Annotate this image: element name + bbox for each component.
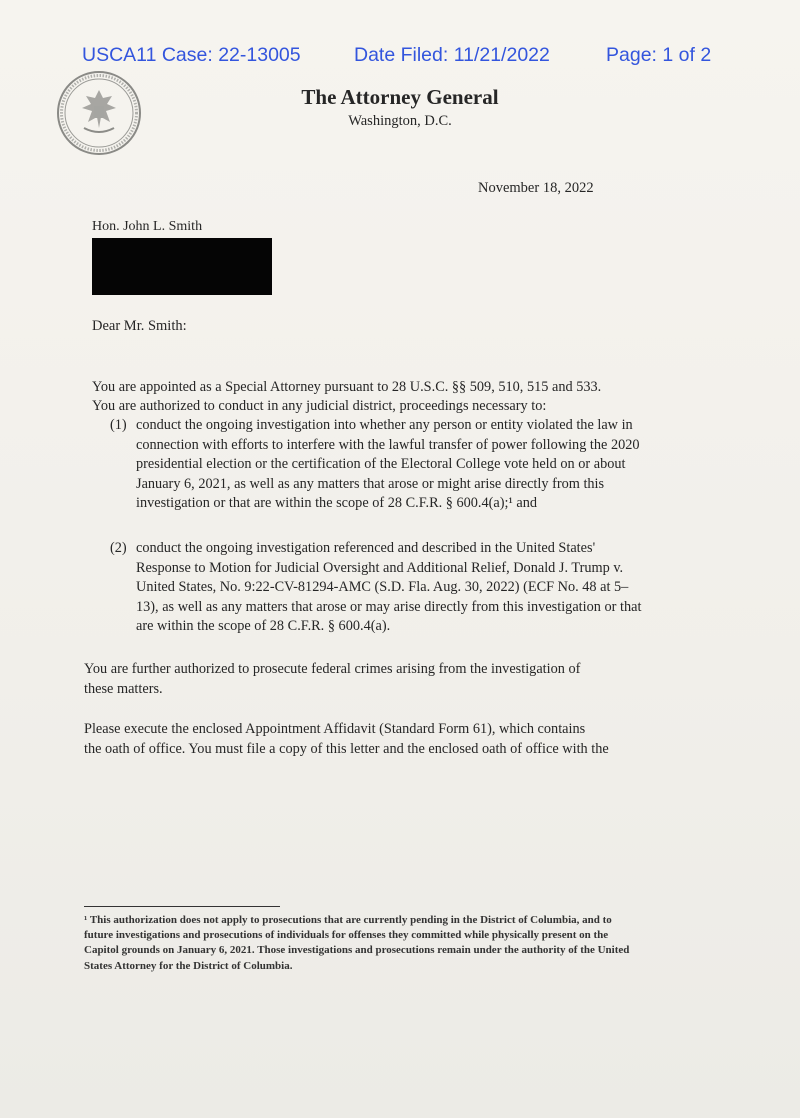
recipient-name: Hon. John L. Smith [92,219,203,234]
further-authorization-paragraph: You are further authorized to prosecute federal crimes arising from the investigation of these matters. [84,661,581,697]
date-filed: Date Filed: 11/21/2022 [354,44,550,66]
letterhead-title: The Attorney General [301,85,499,109]
intro-paragraph: You are appointed as a Special Attorney pursuant to 28 U.S.C. §§ 509, 510, 515 and 533. You are authorized to conduct in any judicial district, proceedings necessary to: [92,378,602,415]
item-text: conduct the ongoing investigation into whether any person or entity violated the law in connection with efforts to interfere with the lawful transfer of power following the 2020 presidential election or the certification of the Electoral College vote held on or about January 6, 2021, as well as any matters that arose or might arise directly from this investigation or that are within the scope of 28 C.F.R. § 600.4(a);¹ and [136,417,640,512]
salutation: Dear Mr. Smith: [92,318,187,334]
case-number: USCA11 Case: 22-13005 [82,44,301,66]
redacted-address-block [92,238,272,295]
item-number: (1) [110,417,127,433]
footnote: ¹ This authorization does not apply to prosecutions that are currently pending in the District of Columbia, and to future investigations and prosecutions of individuals for offenses they committed while physically present on the Capitol grounds on January 6, 2021. Those investigations and prosecutions remain under the authority of the United States Attorney for the District of Columbia. [84,914,630,972]
letterhead-location: Washington, D.C. [348,113,452,129]
page-count: Page: 1 of 2 [606,44,712,66]
footnote-divider [84,906,280,907]
execute-affidavit-paragraph: Please execute the enclosed Appointment Affidavit (Standard Form 61), which contains the oath of office. You must file a copy of this letter and the enclosed oath of office with the [84,721,609,757]
item-text: conduct the ongoing investigation referenced and described in the United States' Response to Motion for Judicial Oversight and Additional Relief, Donald J. Trump v. United States, No. 9:22-CV-81294-AMC (S.D. Fla. Aug. 30, 2022) (ECF No. 48 at 5– 13), as well as any matters that arose or may arise directly from this investigation or that are within the scope of 28 C.F.R. § 600.4(a). [136,540,642,635]
item-number: (2) [110,540,127,556]
letter-date: November 18, 2022 [478,180,594,196]
